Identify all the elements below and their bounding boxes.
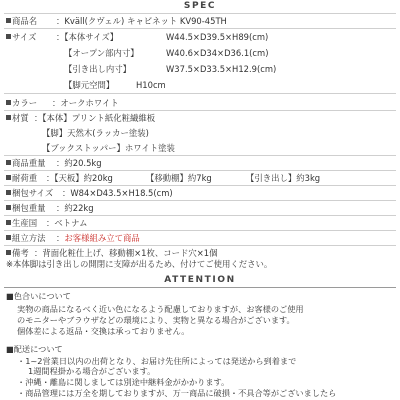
spec-label: 生産国 [6,218,37,228]
spec-value: W44.5×D39.5×H89(cm) [166,32,269,42]
bullet-square-icon [6,18,11,23]
row-divider [4,110,396,111]
footnote-text: ※本体脚は引き出しの開閉に支障が出るため、付けてご使用ください。 [6,259,273,269]
spec-value: ：背面化粧仕上げ、移動棚×1枚、コード穴×1個 [34,248,218,258]
spec-label: 梱包サイズ [6,188,53,198]
spec-value: 【引き出し】約3kg [246,173,321,183]
spec-label: 材質 [6,113,29,123]
attention-text: 実物の商品になるべく近い色になるよう配慮しておりますが、お客様のご使用 [17,304,304,314]
attention-text: 個体差による返品・交換は承っておりません。 [17,326,190,336]
row-divider [4,215,396,216]
attention-heading: ATTENTION [164,275,236,285]
bullet-square-icon [6,115,11,120]
row-divider [4,93,396,94]
spec-value: W37.5×D33.5×H12.9(cm) [166,64,277,74]
spec-value: H10cm [136,80,166,90]
bullet-square-icon [6,34,11,39]
spec-value: ：約20.5kg [56,158,102,168]
spec-value: ：お客様組み立て商品 [56,233,140,243]
spec-label: 組立方法 [6,233,46,243]
attention-text: のモニターやブラウザなどの環境により、実物と異なる場合がございます。 [17,315,295,325]
spec-value: ：【本体】プリント紙化粧繊維板 [34,113,156,123]
spec-label: 備考 [6,248,29,258]
attention-text: ・1~2営業日以内の出荷となり、お届け先住所によっては発送から到着まで [17,356,297,366]
spec-value: W40.6×D34×D36.1(cm) [166,48,269,58]
bullet-square-icon [6,160,11,165]
assembly-required-note: お客様組み立て商品 [64,233,140,243]
spec-value: ：【天板】約20kg [46,173,113,183]
spec-label: サイズ [6,32,36,42]
spec-label: 商品名 [6,16,37,26]
spec-value: ：【本体サイズ】 [56,32,119,42]
spec-value: 【脚元空間】 [64,80,115,90]
spec-value: ：約22kg [56,203,94,213]
spec-divider [4,13,396,14]
spec-label: 商品重量 [6,158,46,168]
row-divider [4,155,396,156]
row-divider [4,245,396,246]
spec-value: ：オークホワイト [52,98,119,108]
spec-heading: SPEC [183,1,217,11]
spec-value: 【脚】天然木(ラッカー塗装) [42,128,149,138]
spec-value: 【移動棚】約7kg [146,173,212,183]
spec-label: カラー [6,98,37,108]
row-divider [4,200,396,201]
row-divider [4,170,396,171]
bullet-square-icon [6,100,11,105]
spec-value: ：W84×D43.5×H18.5(cm) [62,188,173,198]
bullet-square-icon [6,190,11,195]
bullet-square-icon [6,235,11,240]
bullet-square-icon [6,175,11,180]
bullet-square-icon [6,220,11,225]
bullet-square-icon [6,205,11,210]
row-divider [4,185,396,186]
spec-label: 耐荷重 [6,173,37,183]
attention-divider [4,287,396,288]
attention-section-title: ■色合いについて [6,291,71,301]
attention-text: ・商品管理には万全を期しておりますが、万一商品に破損・不具合等がございましたら [17,388,337,398]
attention-text: ・沖縄・離島に関しましては別途中継料金がかかります。 [17,377,230,387]
spec-value: ：Kväll(クヴェル) キャビネット KV90-45TH [56,16,227,26]
bullet-square-icon [6,250,11,255]
spec-value: ：ベトナム [46,218,88,228]
attention-text: 1週間程掛かる場合がございます。 [28,366,156,376]
spec-value: 【ブックストッパー】ホワイト塗装 [42,143,175,153]
attention-section-title: ■配送について [6,344,63,354]
row-divider [4,230,396,231]
spec-label: 梱包重量 [6,203,46,213]
spec-value: 【オープン部内寸】 [64,48,139,58]
spec-value: 【引き出し内寸】 [64,64,131,74]
row-divider [4,28,396,29]
